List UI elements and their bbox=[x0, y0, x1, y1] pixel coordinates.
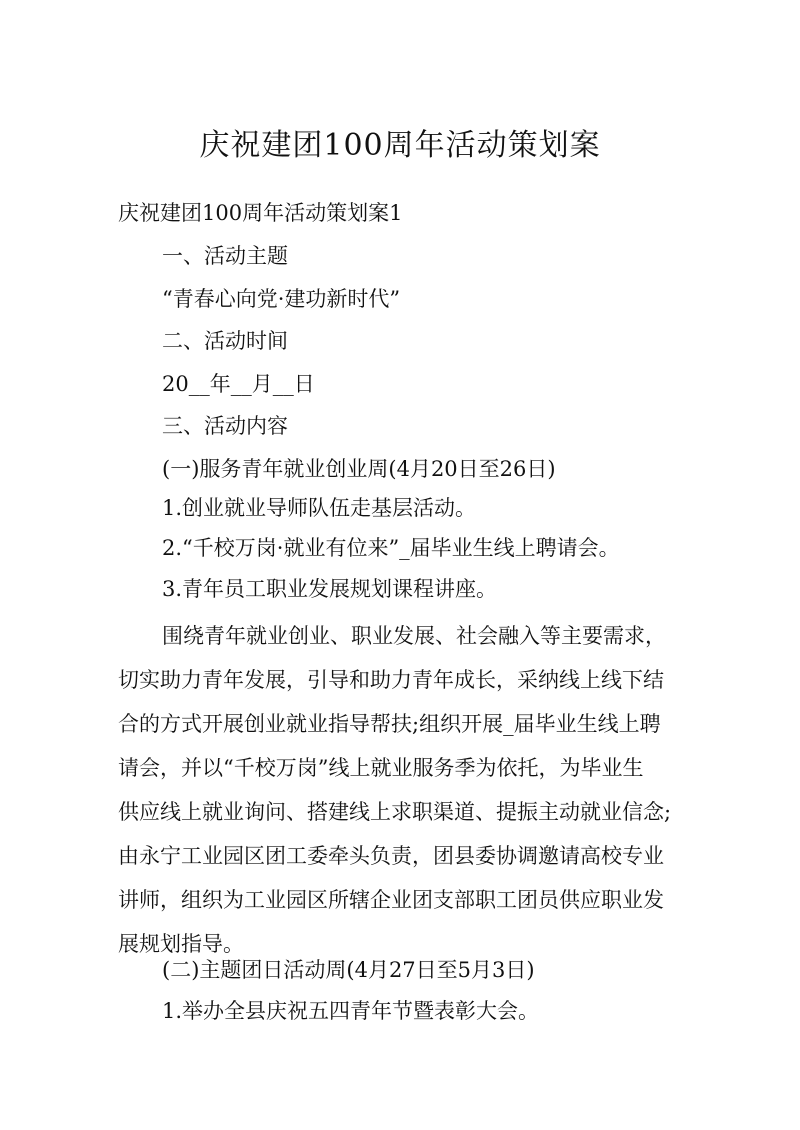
paragraph-line: 请会，并以“千校万岗”线上就业服务季为依托，为毕业生 bbox=[118, 756, 644, 780]
theme-slogan: “青春心向党·建功新时代” bbox=[162, 287, 401, 311]
body-paragraph bbox=[118, 614, 698, 966]
paragraph-line: 切实助力青年发展，引导和助力青年成长，采纳线上线下结 bbox=[118, 668, 664, 692]
paragraph-line: 合的方式开展创业就业指导帮扶;组织开展_届毕业生线上聘 bbox=[118, 712, 661, 736]
section-heading-content: 三、活动内容 bbox=[162, 414, 288, 438]
document-subtitle: 庆祝建团100周年活动策划案1 bbox=[118, 201, 403, 225]
paragraph-line: 供应线上就业询问、搭建线上求职渠道、提振主动就业信念; bbox=[118, 800, 672, 824]
paragraph-line: 围绕青年就业创业、职业发展、社会融入等主要需求， bbox=[162, 624, 666, 648]
document-title: 庆祝建团100周年活动策划案 bbox=[199, 128, 601, 163]
section-heading-time: 二、活动时间 bbox=[162, 329, 288, 353]
paragraph-line: 展规划指导。 bbox=[118, 932, 244, 956]
subsection-heading-employment-week: (一)服务青年就业创业周(4月20日至26日) bbox=[162, 457, 556, 481]
list-item: 1.创业就业导师队伍走基层活动。 bbox=[162, 496, 477, 520]
section-heading-theme: 一、活动主题 bbox=[162, 244, 288, 268]
list-item: 3.青年员工职业发展规划课程讲座。 bbox=[162, 577, 498, 601]
paragraph-line: 讲师，组织为工业园区所辖企业团支部职工团员供应职业发 bbox=[118, 888, 664, 912]
event-date: 20__年__月__日 bbox=[162, 372, 315, 396]
list-item: 1.举办全县庆祝五四青年节暨表彰大会。 bbox=[162, 999, 540, 1023]
list-item: 2.“千校万岗·就业有位来”_届毕业生线上聘请会。 bbox=[162, 536, 620, 560]
subsection-heading-theme-day-week: (二)主题团日活动周(4月27日至5月3日) bbox=[162, 958, 535, 982]
paragraph-line: 由永宁工业园区团工委牵头负责，团县委协调邀请高校专业 bbox=[118, 844, 664, 868]
